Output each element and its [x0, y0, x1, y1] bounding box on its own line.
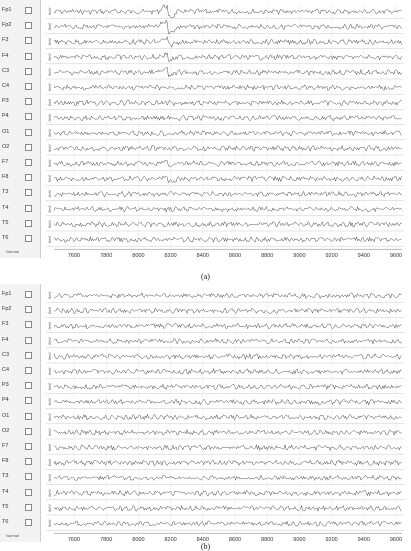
channel-checkbox[interactable] [25, 159, 32, 166]
channel-label: O2 [2, 427, 10, 434]
time-tick-label: 8800 [261, 253, 274, 258]
channel-label: O1 [2, 128, 10, 135]
unit-label: 0mV [48, 458, 52, 467]
time-tick-label: 7600 [67, 253, 81, 258]
channel-label: F4 [2, 52, 9, 59]
channel-label: Fp1 [2, 291, 12, 297]
time-tick-label: 7800 [100, 537, 113, 542]
channel-checkbox[interactable] [25, 443, 32, 450]
time-tick-label: 9000 [293, 253, 306, 258]
channel-label: F7 [2, 443, 9, 449]
eeg-trace-area [46, 0, 408, 258]
time-tick-label: 9400 [357, 253, 370, 258]
unit-label: 0mV [48, 220, 52, 228]
unit-label: 0mV [48, 398, 52, 406]
channel-checkbox[interactable] [25, 397, 32, 404]
channel-checkbox[interactable] [25, 382, 32, 389]
channel-label: P4 [2, 397, 9, 404]
channel-label: T4 [2, 204, 9, 211]
channel-label: Fp2 [2, 306, 12, 313]
unit-label: 0mV [48, 68, 52, 76]
eeg-panel-b [0, 284, 411, 542]
channel-checkbox[interactable] [25, 321, 32, 328]
unit-label: 0mV [48, 114, 52, 122]
time-tick-label: 9400 [357, 537, 370, 542]
channel-checkbox[interactable] [25, 53, 32, 60]
time-tick-label: 9200 [325, 537, 338, 542]
unit-label: 0mV [48, 129, 52, 137]
channel-checkbox[interactable] [25, 7, 32, 14]
unit-label: 0mV [48, 205, 52, 213]
channel-label: T6 [2, 519, 9, 525]
channel-checkbox[interactable] [25, 22, 32, 29]
channel-label: P3 [2, 382, 9, 389]
unit-label: 0mV [48, 337, 52, 345]
channel-label: F3 [2, 37, 9, 44]
caption-a: (a) [201, 272, 210, 281]
channel-checkbox[interactable] [25, 352, 32, 359]
time-tick-label: 8600 [228, 253, 242, 258]
channel-label: P4 [2, 113, 9, 120]
channel-label: T5 [2, 503, 9, 510]
channel-label: Fp2 [2, 22, 12, 29]
unit-label: 0mV [48, 489, 52, 497]
unit-label: 0mV [48, 367, 52, 375]
mode-label: Normal [6, 533, 19, 538]
channel-label: O2 [2, 143, 10, 150]
unit-label: 0mV [48, 413, 52, 421]
time-tick-label: 8200 [164, 537, 177, 542]
time-tick-label: 8000 [132, 537, 145, 542]
channel-checkbox[interactable] [25, 458, 32, 465]
channel-checkbox[interactable] [25, 144, 32, 151]
channel-checkbox[interactable] [25, 413, 32, 420]
channel-checkbox[interactable] [25, 205, 32, 212]
unit-label: 0mV [48, 474, 52, 482]
unit-label: 0mV [48, 306, 52, 315]
unit-label: 0mV [48, 235, 52, 243]
unit-label: 0mV [48, 190, 52, 198]
channel-label: T4 [2, 488, 9, 495]
channel-label: T3 [2, 189, 9, 196]
channel-checkbox[interactable] [25, 504, 32, 511]
channel-checkbox[interactable] [25, 291, 32, 298]
channel-checkbox[interactable] [25, 306, 32, 313]
channel-label: T6 [2, 235, 9, 241]
channel-checkbox[interactable] [25, 129, 32, 136]
channel-checkbox[interactable] [25, 337, 32, 344]
channel-checkbox[interactable] [25, 235, 32, 242]
time-tick-label: 8800 [261, 537, 274, 542]
unit-label: 0mV [48, 174, 52, 183]
channel-checkbox[interactable] [25, 113, 32, 120]
channel-checkbox[interactable] [25, 489, 32, 496]
channel-label: F4 [2, 336, 9, 343]
channel-checkbox[interactable] [25, 473, 32, 480]
channel-checkbox[interactable] [25, 367, 32, 374]
channel-label: C3 [2, 67, 10, 74]
channel-checkbox[interactable] [25, 428, 32, 435]
channel-label: F8 [2, 458, 9, 465]
time-tick-label: 8400 [196, 537, 209, 542]
unit-label: 0mV [48, 322, 52, 330]
channel-label: F3 [2, 321, 9, 328]
unit-label: 0mV [48, 83, 52, 91]
time-tick-label: 9600 [389, 537, 403, 542]
channel-checkbox[interactable] [25, 174, 32, 181]
time-tick-label: 7800 [100, 253, 113, 258]
unit-label: 0mV [48, 428, 52, 436]
unit-label: 0mV [48, 519, 52, 527]
channel-label: C4 [2, 367, 10, 373]
unit-label: 0mV [48, 291, 52, 299]
unit-label: 0mV [48, 382, 52, 391]
channel-checkbox[interactable] [25, 37, 32, 44]
unit-label: 0mV [48, 504, 52, 512]
caption-b: (b) [200, 542, 211, 551]
channel-label: T5 [2, 219, 9, 226]
channel-label: P3 [2, 98, 9, 105]
channel-label: Fp1 [2, 7, 12, 13]
time-tick-label: 8400 [196, 253, 209, 258]
channel-row [0, 516, 40, 534]
eeg-panel-a [0, 0, 411, 258]
channel-label: T3 [2, 473, 9, 480]
channel-checkbox[interactable] [25, 68, 32, 75]
channel-row [0, 232, 40, 250]
channel-label: C4 [2, 83, 10, 89]
unit-label: 0mV [48, 7, 52, 15]
unit-label: 0mV [48, 443, 52, 451]
eeg-trace-area [46, 284, 408, 542]
channel-label: O1 [2, 412, 10, 419]
channel-label: C3 [2, 351, 10, 358]
time-tick-label: 9200 [325, 253, 338, 258]
unit-label: 0mV [48, 53, 52, 61]
channel-sidebar [0, 0, 41, 258]
unit-label: 0mV [48, 22, 52, 31]
channel-sidebar [0, 284, 41, 542]
unit-label: 0mV [48, 38, 52, 46]
mode-label: Normal [6, 249, 19, 254]
time-tick-label: 7600 [67, 537, 81, 542]
channel-checkbox[interactable] [25, 519, 32, 526]
time-tick-label: 8200 [164, 253, 177, 258]
channel-label: F8 [2, 174, 9, 181]
time-tick-label: 8600 [228, 537, 242, 542]
unit-label: 0mV [48, 159, 52, 167]
channel-label: F7 [2, 159, 9, 165]
channel-checkbox[interactable] [25, 83, 32, 90]
channel-checkbox[interactable] [25, 98, 32, 105]
time-tick-label: 9000 [293, 537, 306, 542]
unit-label: 0mV [48, 144, 52, 152]
channel-checkbox[interactable] [25, 220, 32, 227]
unit-label: 0mV [48, 98, 52, 107]
time-tick-label: 8000 [132, 253, 145, 258]
time-tick-label: 9600 [389, 253, 403, 258]
unit-label: 0mV [48, 352, 52, 360]
channel-checkbox[interactable] [25, 189, 32, 196]
